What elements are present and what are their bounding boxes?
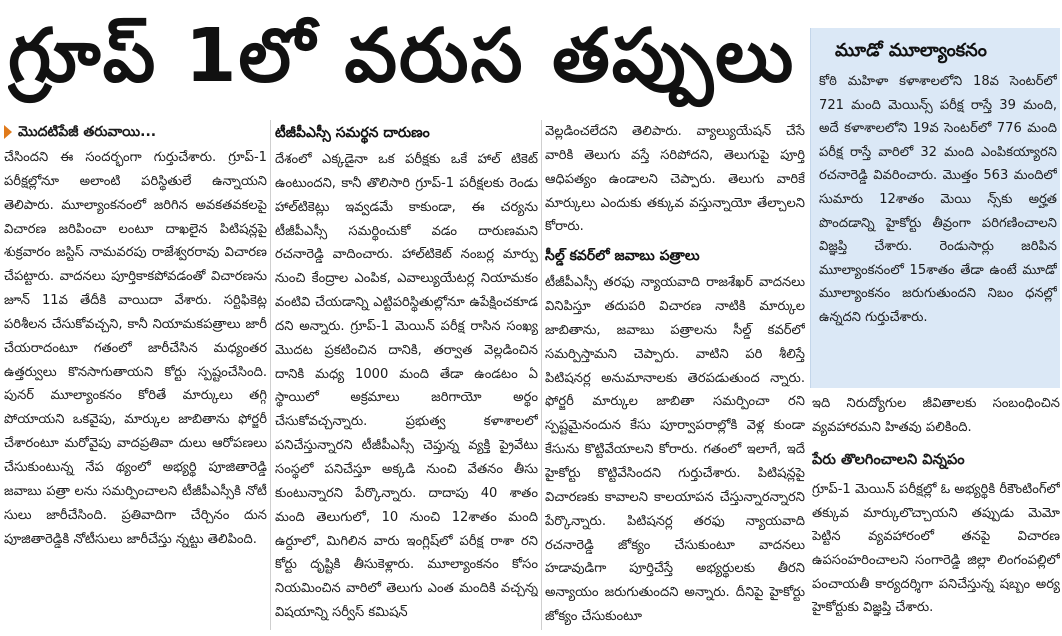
continuation-subheading xyxy=(4,120,267,144)
column-4-body: గ్రూప్-1 మెయిన్ పరీక్షల్లో ఓ అభ్యర్థికి రీకౌంటింగ్‌లో తక్కువ మార్కులొచ్చాయని తప్పుడు మెమో పెట్టిన వ్యవహారంలో తనపై విచారణ ఉపసంహరించాలని సంగారెడ్డి జిల్లా లింగంపల్లిలో పంచాయతీ కార్యదర్శిగా పనిచేస్తున్న షబ్బం అర్య హైకోర్టుకు విజ్ఞప్తి చేశారు. xyxy=(812,482,1060,616)
column-3-subheading: సీల్డ్ కవర్‌లో జవాబు పత్రాలు xyxy=(545,248,700,265)
article-column-4 xyxy=(812,392,1060,636)
column-3-body: టీజీపీఎస్సీ తరఫు న్యాయవాది రాజశేఖర్ వాదనలు వినిపిస్తూ తదుపరి విచారణ నాటికి మార్కుల జాబితాను, జవాబు పత్రాలను సీల్డ్ కవర్‌లో సమర్పిస్తామని చెప్పారు. వాటిని పరి శీలిస్తే పిటిషనర్ల అనుమానాలకు తెరపడుతుంద న్నారు. ఫోర్జరీ మార్కుల జాబితా సమర్పించా రని స్పష్టమైనందున కేసు పూర్వాపరాల్లోకి వెళ్ల కుండా కేసును కొట్టివేయాలని కోరారు. గతంలో ఇలాగే, ఇదే హైకోర్టు కొట్టివేసిందని గుర్తుచేశారు. పిటిషన్లపై విచారణకు కావాలని కాలయాపన చేస్తున్నారన్నారని పేర్కొన్నారు. పిటిషనర్ల తరఫు న్యాయవాది రచనారెడ్డి జోక్యం చేసుకుంటూ వాదనలు హడావుడిగా పూర్తిచేస్తే అభ్యర్థులకు తీరని అన్యాయం జరుగుతుందని అన్నారు. దీనిపై హైకోర్టు జోక్యం చేసుకుంటూ xyxy=(545,275,805,625)
arrow-icon xyxy=(4,125,12,139)
column-divider xyxy=(270,120,271,630)
column-2-body: దేశంలో ఎక్కడైనా ఒక పరీక్షకు ఒకే హాల్ టికెట్ ఉంటుందని, కానీ తొలిసారి గ్రూప్-1 పరీక్షలకు రెండు హాల్‌టికెట్లు ఇవ్వడమే కాకుండా, ఈ చర్యను టీజీపీఎస్సీ సమర్థించుకో వడం దారుణమని రచనారెడ్డి వాదించారు. హాల్‌టికెట్ నంబర్ల మార్పు నుంచి కేంద్రాల ఎంపిక, ఎవాల్యుయేటర్ల నియామకం వంటివి చేయడాన్ని ఎట్టిపరిస్థితుల్లోనూ ఉపేక్షించకూడ దని అన్నారు. గ్రూప్-1 మెయిన్ పరీక్ష రాసిన సంఖ్య మొదట ప్రకటించిన దానికి, తర్వాత వెల్లడించిన దానికి మధ్య 1000 మంది తేడా ఉండటం ఏ స్థాయిలో అక్రమాలు జరిగాయో అర్థం చేసుకోవచ్చన్నారు. ప్రభుత్వ కళాశాలలో పనిచేస్తున్నారని టీజీపీఎస్సీ చెప్తున్న వ్యక్తి ప్రైవేటు సంస్థలో పనిచేస్తూ అక్కడి నుంచి వేతనం తీసు కుంటున్నారని పేర్కొన్నారు. దాదాపు 40 శాతం మంది తెలుగులో, 10 నుంచి 12శాతం మంది ఉర్దూలో, మిగిలిన వారు ఇంగ్లిష్‌లో పరీక్ష రాశా రని కోర్టు దృష్టికి తీసుకెళ్లారు. మూల్యాంకనం కోసం నియమించిన వారిలో తెలుగు ఎంత మందికి వచ్చన్న విషయాన్ని సర్వీస్ కమిషన్ xyxy=(275,152,538,621)
sidebox-title: మూడో మూల్యాంకనం xyxy=(835,40,987,61)
sidebox-body: కోఠి మహిళా కళాశాలలోని 18వ సెంటర్‌లో 721 మంది మెయిన్స్ పరీక్ష రాస్తే 39 మంది, అదే కళాశాలలోని 19వ సెంటర్‌లో 776 మంది పరీక్ష రాస్తే వారిలో 32 మంది ఎంపికయ్యారని రచనారెడ్డి వివరించారు. మొత్తం 563 మందిలో సుమారు 12శాతం మెయి న్స్‌కు అర్హత పొందడాన్ని హైకోర్టు తీవ్రంగా పరిగణించాలని విజ్ఞప్తి చేశారు. రెండుసార్లు జరిపిన మూల్యాంకనంలో 15శాతం తేడా ఉంటే మూడో మూల్యాంకనం జరుగుతుందని నిబం ధనల్లో ఉన్నదని గుర్తుచేశారు. xyxy=(819,74,1057,325)
column-1-body: చేసిందని ఈ సందర్భంగా గుర్తుచేశారు. గ్రూప్-1 పరీక్షల్లోనూ అలాంటి పరిస్థితులే ఉన్నాయని తెలిపారు. మూల్యాంకనంలో జరిగిన అవకతవకలపై విచారణ జరిపించా లంటూ దాఖలైన పిటిషన్లపై శుక్రవారం జస్టిస్ నామవరపు రాజేశ్వరరావు విచారణ చేపట్టారు. వాదనలు పూర్తికాకపోవడంతో విచారణను జూన్ 11వ తేదీకి వాయిదా వేశారు. సర్టిఫికెట్ల పరిశీలన చేసుకోవచ్చని, కానీ నియామకపత్రాలు జారీ చేయరాదంటూ గతంలో జారీచేసిన మధ్యంతర ఉత్తర్వులు కొనసాగుతాయని కోర్టు స్పష్టంచేసింది. పునర్ మూల్యాంకనం కోరితే మార్కులు తగ్గి పోయాయని ఒకవైపు, మార్కుల జాబితాను ఫోర్జరీ చేశారంటూ మరోవైపు వాదప్రతివా దులు ఆరోపణలు చేసుకుంటున్న నేప థ్యంలో అభ్యర్థి పూజితారెడ్డి జవాబు పత్రా లను సమర్పించాలని టీజీపీఎస్సీకి నోటీ సులు జారీచేసింది. ప్రతివాదిగా చేర్చినం దున పూజితారెడ్డికి నోటీసులు జారీచేస్తు న్నట్టు తెలిపింది. xyxy=(4,150,267,547)
column-divider xyxy=(541,120,542,630)
sidebox xyxy=(810,28,1060,388)
article-column-2 xyxy=(275,120,538,636)
article-column-1 xyxy=(4,120,267,636)
column-3-body-top: వెల్లడించలేదని తెలిపారు. వ్యాల్యుయేషన్ చేసే వారికి తెలుగు వస్తే సరిపోదని, తెలుగుపై పూర్తి ఆధిపత్యం ఉండాలని చెప్పారు. తెలుగు వారికే మార్కులు ఎందుకు తక్కువ వస్తున్నాయో తేల్చాలని కోరారు. xyxy=(545,124,805,235)
column-2-subheading: టీజీపీఎస్సీ సమర్థన దారుణం xyxy=(275,125,430,141)
headline: గ్రూప్ 1లో వరుస తప్పులు xyxy=(8,13,796,99)
continuation-label: మొదటిపేజీ తరువాయి... xyxy=(18,124,157,140)
article-column-3 xyxy=(545,120,805,636)
column-4-body-top: ఇది నిరుద్యోగుల జీవితాలకు సంబంధించిన వ్యవహారమని హితవు పలికింది. xyxy=(812,396,1060,435)
column-4-subheading: పేరు తొలగించాలని విన్నపం xyxy=(812,452,965,469)
